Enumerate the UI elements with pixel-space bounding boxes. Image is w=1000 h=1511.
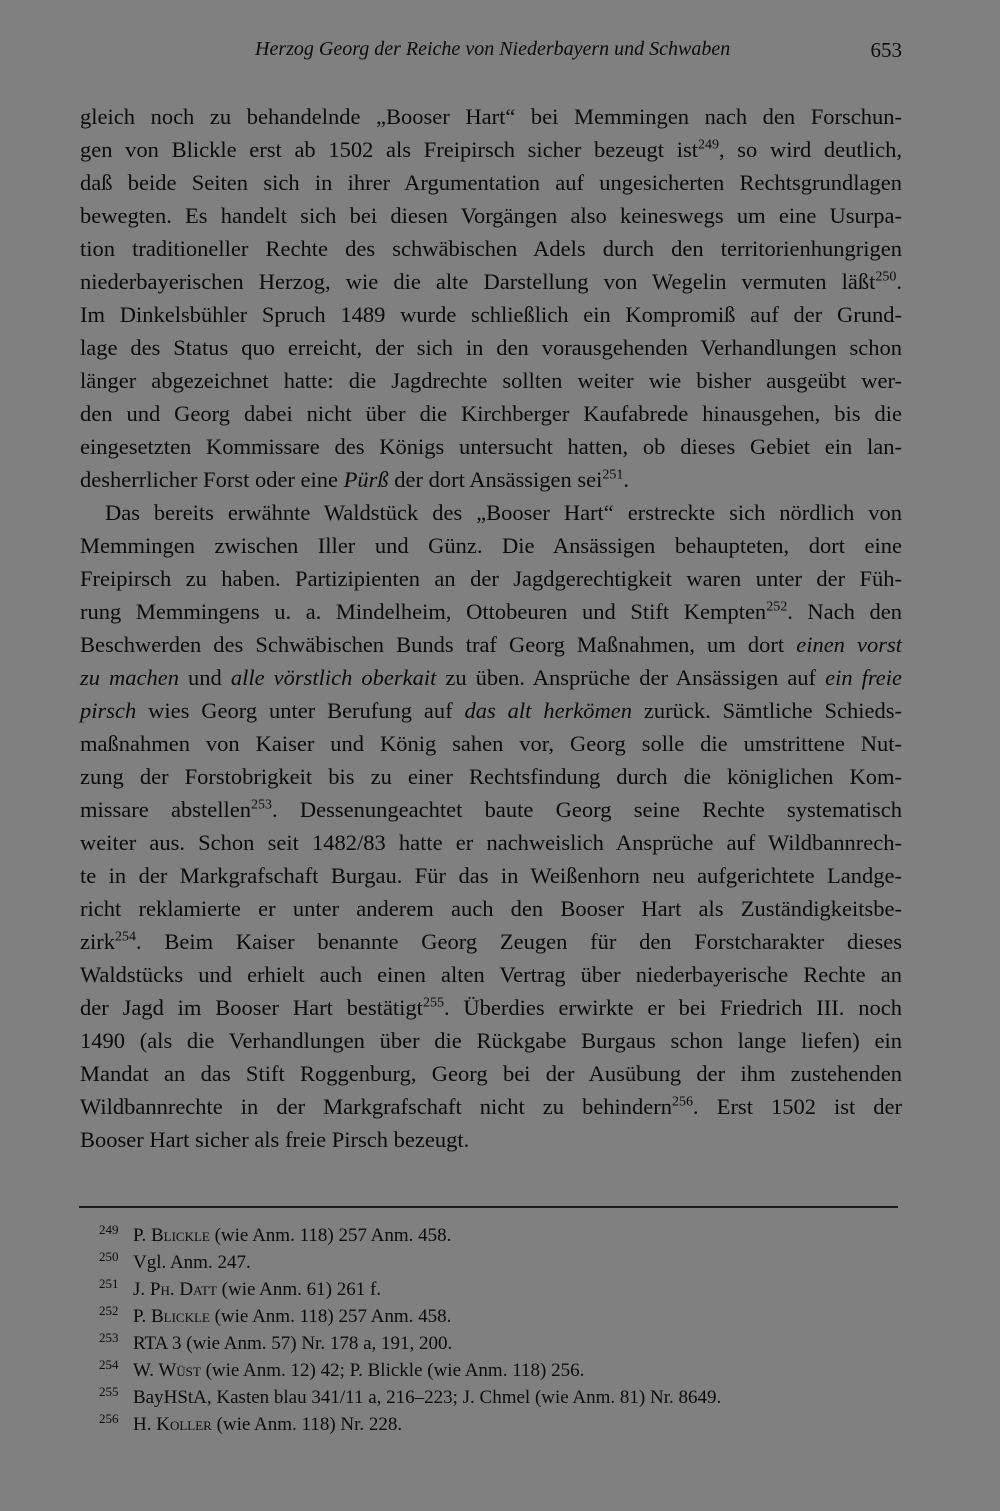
text-line: Wildbannrechte in der Markgrafschaft nicht zu behindern$^{256}$. Erst 1502 ist der (80, 1094, 903, 1119)
text-line: den und Georg dabei nicht über die Kirchberger Kaufabrede hinausgehen, bis die (80, 401, 902, 426)
text-line: Freipirsch zu haben. Partizipienten an der Jagdgerechtigkeit waren unter der Füh- (80, 566, 902, 591)
footnote-number: 251 (99, 1276, 119, 1291)
footnote: 255 BayHStA, Kasten blau 341/11 a, 216–223; J. Chmel (wie Anm. 81) Nr. 8649. (95, 1384, 885, 1411)
footnote: 251 J. Ph. Datt (wie Anm. 61) 261 f. (95, 1276, 885, 1303)
footnote: 250 Vgl. Anm. 247. (95, 1249, 885, 1276)
text-line: länger abgezeichnet hatte: die Jagdrechte sollten weiter wie bisher ausgeübt wer- (80, 368, 902, 393)
running-head (0, 38, 1000, 68)
footnote-number: 249 (99, 1222, 119, 1237)
text-line: gen von Blickle erst ab 1502 als Freipirsch sicher bezeugt ist$^{249}$, so wird deutlich, (80, 137, 902, 162)
text-line: zirk$^{254}$. Beim Kaiser benannte Georg Zeugen für den Forstcharakter dieses (80, 929, 902, 954)
footnote: 256 H. Koller (wie Anm. 118) Nr. 228. (95, 1411, 885, 1438)
text-line: tion traditioneller Rechte des schwäbischen Adels durch den territorienhungrigen (80, 236, 902, 261)
running-title: Herzog Georg der Reiche von Niederbayern und Schwaben (255, 38, 731, 60)
footnote-number: 256 (99, 1411, 119, 1426)
text-line: zu machen und alle vörstlich oberkait zu üben. Ansprüche der Ansässigen auf ein freie (80, 665, 902, 690)
footnote: 253 RTA 3 (wie Anm. 57) Nr. 178 a, 191, 200. (95, 1330, 885, 1357)
text-line: pirsch wies Georg unter Berufung auf das alt herkömen zurück. Sämtliche Schieds- (80, 698, 902, 723)
text-line: Mandat an das Stift Roggenburg, Georg bei der Ausübung der ihm zustehenden (80, 1061, 902, 1086)
footnote-number: 253 (99, 1330, 119, 1345)
text-line: gleich noch zu behandelnde „Booser Hart“ bei Memmingen nach den Forschun- (80, 104, 902, 129)
footnote-rule (79, 1206, 898, 1208)
footnote-number: 255 (99, 1384, 119, 1399)
text-line: der Jagd im Booser Hart bestätigt$^{255}$. Überdies erwirkte er bei Friedrich III. noch (80, 995, 903, 1020)
footnote-ref: 249 (697, 137, 719, 153)
text-line: te in der Markgrafschaft Burgau. Für das in Weißenhorn neu aufgerichtete Landge- (80, 863, 902, 888)
text-line: zung der Forstobrigkeit bis zu einer Rechtsfindung durch die königlichen Kom- (80, 764, 902, 789)
text-line: missare abstellen$^{253}$. Dessenungeachtet baute Georg seine Rechte systematisch (80, 797, 902, 822)
text-line: weiter aus. Schon seit 1482/83 hatte er nachweislich Ansprüche auf Wildbannrech- (80, 830, 902, 855)
footnotes (95, 1222, 885, 1438)
text-line: lage des Status quo erreicht, der sich in den vorausgehenden Verhandlungen schon (80, 335, 902, 360)
text-line: daß beide Seiten sich in ihrer Argumentation auf ungesicherten Rechtsgrundlagen (80, 170, 902, 195)
footnote-ref: 255 (422, 995, 444, 1011)
text-line: Booser Hart sicher als freie Pirsch bezeugt. (80, 1127, 470, 1152)
footnote-number: 250 (99, 1249, 119, 1264)
text-line: Im Dinkelsbühler Spruch 1489 wurde schließlich ein Kompromiß auf der Grund- (80, 302, 902, 327)
page-number: 653 (870, 38, 902, 62)
text-line: Beschwerden des Schwäbischen Bunds traf Georg Maßnahmen, um dort einen vorst (80, 632, 902, 657)
text-line: 1490 (als die Verhandlungen über die Rückgabe Burgaus schon lange liefen) ein (80, 1028, 902, 1053)
text-line: richt reklamierte er unter anderem auch den Booser Hart als Zuständigkeitsbe- (80, 896, 902, 921)
footnote-ref: 252 (766, 599, 788, 615)
text-line: bewegten. Es handelt sich bei diesen Vorgängen also keineswegs um eine Usurpa- (80, 203, 902, 228)
footnote-ref: 251 (602, 467, 624, 483)
footnote-number: 254 (99, 1357, 119, 1372)
footnote: 252 P. Blickle (wie Anm. 118) 257 Anm. 458. (95, 1303, 885, 1330)
text-line: Waldstücks und erhielt auch einen alten Vertrag über niederbayerische Rechte an (80, 962, 902, 987)
text-line: niederbayerischen Herzog, wie die alte Darstellung von Wegelin vermuten läßt$^{250}$. (80, 269, 902, 294)
text-line: Das bereits erwähnte Waldstück des „Booser Hart“ erstreckte sich nördlich von (105, 500, 902, 525)
text-line: desherrlicher Forst oder eine Pürß der dort Ansässigen sei$^{251}$. (80, 467, 629, 492)
text-line: rung Memmingens u. a. Mindelheim, Ottobeuren und Stift Kempten$^{252}$. Nach den (80, 599, 902, 624)
footnote-ref: 256 (672, 1094, 694, 1110)
body-text (80, 100, 902, 1156)
footnote-ref: 253 (251, 797, 272, 813)
footnote-ref: 250 (875, 269, 897, 285)
text-line: maßnahmen von Kaiser und König sahen vor, Georg solle die umstrittene Nut- (80, 731, 902, 756)
footnote-number: 252 (99, 1303, 119, 1318)
footnote-ref: 254 (114, 929, 136, 945)
text-line: eingesetzten Kommissare des Königs untersucht hatten, ob dieses Gebiet ein lan- (80, 434, 902, 459)
text-line: Memmingen zwischen Iller und Günz. Die Ansässigen behaupteten, dort eine (80, 533, 902, 558)
footnote: 249 P. Blickle (wie Anm. 118) 257 Anm. 458. (95, 1222, 885, 1249)
footnote: 254 W. Wüst (wie Anm. 12) 42; P. Blickle (wie Anm. 118) 256. (95, 1357, 885, 1384)
